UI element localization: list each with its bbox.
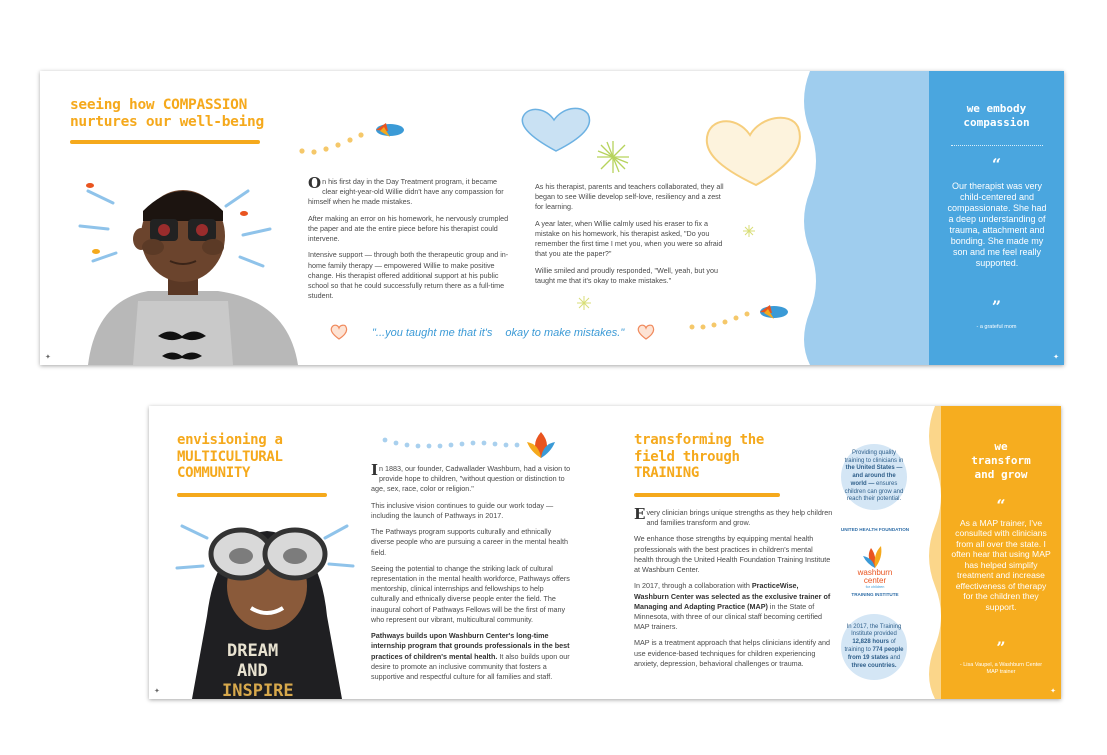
- dotted-path-decoration: [381, 428, 561, 464]
- flower-icon: [742, 224, 756, 238]
- sidebar-title-line: and grow: [974, 467, 1028, 481]
- circle-text-bold: 774 people from 19 states: [847, 647, 904, 661]
- heart-icon: [637, 324, 655, 340]
- headline-line: seeing how COMPASSION: [70, 97, 248, 113]
- paragraph: A year later, when Willie calmly used his eraser to fix a mistake on his homework, his therapist asked, "Do you remember the first time I met you, when you were so afraid that you ate the paper?": [535, 218, 723, 259]
- logo-name: washburn: [857, 568, 893, 577]
- flower-icon: [595, 139, 631, 175]
- svg-text:INSPIRE: INSPIRE: [222, 681, 294, 699]
- bird-icon: [86, 183, 94, 188]
- circle-text-bold: three countries.: [851, 662, 897, 669]
- circle-text: Providing quality training to clinicians in: [844, 449, 904, 464]
- paragraph: This inclusive vision continues to guide our work today — including the launch of Pathways in 2017.: [371, 500, 554, 520]
- pull-quote-part: "...you taught me that it's: [372, 327, 493, 339]
- spread-compassion: [40, 71, 1064, 365]
- headline-training: [634, 432, 764, 482]
- sidebar-quote-compassion: [929, 71, 1064, 365]
- headline-line: transforming the: [634, 432, 765, 448]
- paragraph: As his therapist, parents and teachers collaborated, they all began to see Willie develop self-love, resiliency and a zest for learning.: [535, 182, 724, 212]
- training-column: [634, 505, 834, 675]
- heart-icon: [518, 106, 593, 156]
- sidebar-quote-text: Our therapist was very child-centered and compassionate. She had a deep understanding of trauma, attachment and bonding. She made my son and me feel really supported.: [947, 181, 1047, 268]
- paragraph: in the State of Minnesota, with three of our clinical staff becoming certified MAP trainers.: [634, 601, 823, 632]
- corner-mark-icon: ✦: [45, 354, 51, 361]
- headline-line: nurtures our well-being: [70, 114, 264, 131]
- paragraph: We enhance those strengths by equipping mental health professionals with the best practices in children's mental health through the United Health Foundation Training Institute at Washburn Center.: [634, 534, 831, 575]
- wavy-edge-decoration: [798, 71, 938, 365]
- paragraph: Willie smiled and proudly responded, "Well, yeah, but you taught me that it's okay to make mistakes.": [535, 265, 719, 285]
- dotted-path-decoration: [688, 297, 793, 333]
- quote-attribution: - Lisa Vaupel, a Washburn Center MAP trainer: [959, 662, 1043, 676]
- heart-icon: [698, 111, 808, 191]
- circle-text-bold: the United States — and around the world —: [845, 465, 903, 487]
- headline-underline: [634, 493, 780, 497]
- logo-subtext: for children: [865, 585, 885, 589]
- washburn-logo-icon: [837, 524, 913, 600]
- drop-cap: E: [634, 505, 646, 523]
- paragraph: n 1883, our founder, Cadwallader Washburn, had a vision to provide hope to children, "without question or distinction to age, sex, race, color or religion.": [371, 464, 571, 494]
- circle-text: and: [888, 654, 901, 661]
- open-quote-icon: “: [996, 496, 1006, 515]
- logo-top-text: UNITED HEALTH FOUNDATION: [840, 527, 910, 532]
- headline-line: COMMUNITY: [177, 465, 251, 482]
- paragraph: Intensive support — through both the therapeutic group and in-home family therapy — empowered Willie to make positive change. His therapist offered additional support at his public school so that he could successfully return there as a full-time student.: [308, 250, 509, 301]
- headline-line: envisioning a: [177, 432, 283, 448]
- paragraph: Seeing the potential to change the striking lack of cultural representation in the mental health workforce, Pathways offers mentorship, clinical internships and fellowships to help culturally and ethnically diverse people enter the field. The inaugural cohort of Pathways Fellows will be the first of many who represent our vibrant, multicultural community.: [371, 563, 570, 624]
- paragraph-bold: PracticeWise, Washburn Center was selected as the exclusive trainer of Managing and Adapting Practice (MAP): [634, 581, 831, 611]
- circle-text: In 2017, the Training Institute provided: [846, 623, 902, 638]
- spread-multicultural-training: [149, 406, 1061, 699]
- circle-text: of training to: [844, 639, 896, 653]
- paragraph: It also builds upon our desire to promote an inclusive community that fosters a supportive and respectful culture for all families and staff.: [371, 651, 570, 681]
- paragraph-bold: Pathways builds upon Washburn Center's long-time internship program that grounds professionals in the best practices of children's mental health.: [371, 631, 570, 661]
- open-quote-icon: “: [991, 155, 1002, 174]
- logo-bottom-text: TRAINING INSTITUTE: [851, 592, 899, 597]
- circle-text: ensures children can grow and reach their potential.: [844, 480, 904, 503]
- headline-line: MULTICULTURAL: [177, 448, 283, 465]
- sidebar-quote-text: As a MAP trainer, I've consulted with clinicians from all over the state. I often hear that using MAP has helped simplify treatment and increase effectiveness of therapy for the children they support.: [951, 518, 1051, 612]
- paragraph: very clinician brings unique strengths as they help children and families transform and grow.: [646, 508, 833, 528]
- multicultural-column: [371, 461, 571, 688]
- sidebar-title-line: compassion: [963, 115, 1030, 129]
- dotted-path-decoration: [298, 119, 408, 159]
- info-circle-stats: [841, 614, 907, 680]
- drop-cap: O: [308, 174, 322, 192]
- quote-attribution: - a grateful mom: [976, 324, 1017, 330]
- bird-icon: [240, 211, 248, 216]
- paragraph: After making an error on his homework, he nervously crumpled the paper and ate the entire piece before his therapist could intervene.: [308, 213, 509, 244]
- bird-icon: [92, 249, 100, 254]
- headline-underline: [70, 140, 260, 144]
- heart-icon: [330, 324, 348, 340]
- paragraph: MAP is a treatment approach that helps clinicians identify and use evidence-based techniques for children experiencing anxiety, depression, behavioral challenges or trauma.: [634, 638, 831, 668]
- svg-text:DREAM: DREAM: [227, 641, 279, 661]
- flower-icon: [576, 295, 592, 311]
- close-quote-icon: ”: [996, 638, 1006, 657]
- corner-mark-icon: ✦: [1050, 688, 1056, 695]
- dotted-divider: [951, 145, 1043, 146]
- svg-text:AND: AND: [237, 661, 268, 681]
- paragraph: The Pathways program supports culturally and ethnically diverse people who are pursuing a career in the mental health field.: [371, 527, 568, 557]
- corner-mark-icon: ✦: [154, 688, 160, 695]
- sidebar-title-line: we embody: [966, 102, 1027, 115]
- headline-compassion: [70, 97, 264, 131]
- circle-text-bold: 12,828 hours: [852, 639, 889, 646]
- pull-quote: [372, 327, 624, 339]
- close-quote-icon: ”: [991, 297, 1002, 316]
- headline-line: field through: [634, 448, 740, 465]
- sidebar-title-line: transform: [971, 453, 1031, 467]
- girl-with-big-glasses-photo: [167, 506, 362, 699]
- pull-quote-part: okay to make mistakes.": [505, 327, 625, 339]
- headline-underline: [177, 493, 327, 497]
- story-column-2: [535, 182, 730, 292]
- paragraph: n his first day in the Day Treatment program, it became clear eight-year-old Willie didn't have any compassion for himself when he made mistakes.: [308, 177, 504, 207]
- story-column-1: [308, 174, 513, 307]
- headline-line: TRAINING: [634, 465, 700, 482]
- sidebar-title: [941, 440, 1061, 481]
- info-circle-reach: [841, 444, 907, 510]
- logo-name: center: [863, 575, 887, 585]
- headline-multicultural: [177, 432, 283, 482]
- sidebar-title: [929, 102, 1064, 130]
- corner-mark-icon: ✦: [1053, 354, 1059, 361]
- paragraph: In 2017, through a collaboration with: [634, 581, 752, 591]
- boy-with-binoculars-photo: [58, 151, 308, 365]
- drop-cap: I: [371, 461, 379, 479]
- sidebar-quote-transform: [941, 406, 1061, 699]
- sidebar-title-line: we: [994, 440, 1008, 453]
